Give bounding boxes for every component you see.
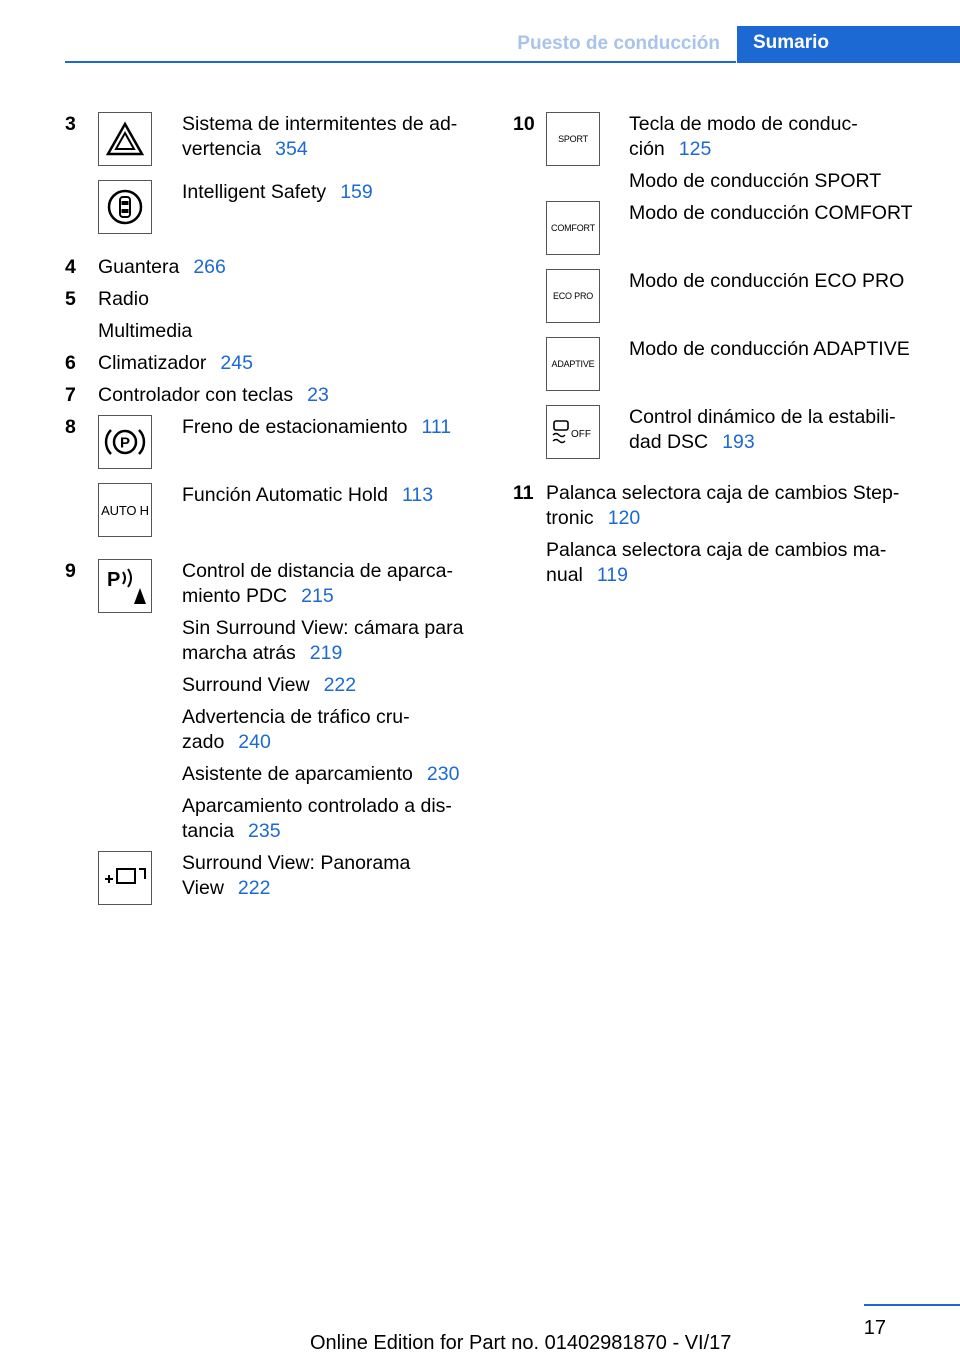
page-link[interactable]: 159 bbox=[340, 181, 373, 203]
item-description: Climatizador 245 bbox=[98, 352, 253, 374]
item-description: Tecla de modo de conduc- ción 125 Modo de conducción SPORT bbox=[629, 113, 882, 192]
header-section-title: Puesto de conducción bbox=[517, 33, 720, 54]
item-description: Control dinámico de la estabili- dad DSC 193 bbox=[629, 406, 896, 453]
header-tab-sumario[interactable]: Sumario bbox=[737, 26, 960, 63]
page-link[interactable]: 230 bbox=[426, 763, 460, 785]
item-description: Control de distancia de aparca- miento PDC 215 Sin Surround View: cámara para marcha atrás 219 Surround View 222 Advertencia de tráfico cru- zado 240 Asistente de aparcamiento 230 Aparcamiento controlado a dis- tancia 235 bbox=[182, 560, 464, 842]
footer-rule bbox=[864, 1304, 960, 1306]
item-number: 6 bbox=[65, 352, 76, 374]
item-description: Modo de conducción ECO PRO bbox=[629, 270, 905, 292]
item-number: 3 bbox=[65, 113, 76, 135]
page-link[interactable]: 222 bbox=[323, 674, 357, 696]
page-link[interactable]: 193 bbox=[722, 431, 755, 453]
sport-mode-icon: SPORT bbox=[546, 112, 600, 166]
page-link[interactable]: 240 bbox=[238, 731, 271, 753]
page-link[interactable]: 245 bbox=[220, 352, 253, 374]
item-description: Función Automatic Hold 113 bbox=[182, 484, 434, 506]
page-link[interactable]: 354 bbox=[275, 138, 308, 160]
page-link[interactable]: 113 bbox=[401, 484, 434, 506]
item-description: Intelligent Safety 159 bbox=[182, 181, 373, 203]
page-number: 17 bbox=[863, 1317, 886, 1339]
page-link[interactable]: 235 bbox=[248, 820, 281, 842]
item-description: Modo de conducción ADAPTIVE bbox=[629, 338, 910, 360]
item-number: 11 bbox=[513, 482, 534, 504]
edition-note: Online Edition for Part no. 01402981870 - VI/17 bbox=[310, 1332, 732, 1354]
page-link[interactable]: 111 bbox=[421, 416, 452, 438]
adaptive-mode-icon: ADAPTIVE bbox=[546, 337, 600, 391]
item-description: Modo de conducción COMFORT bbox=[629, 202, 913, 224]
page-link[interactable]: 119 bbox=[596, 564, 628, 586]
item-number: 5 bbox=[65, 288, 76, 310]
item-number: 7 bbox=[65, 384, 76, 406]
item-number: 4 bbox=[65, 256, 76, 278]
intelligent-safety-icon bbox=[98, 180, 152, 234]
svg-text:P: P bbox=[107, 569, 121, 591]
item-description: Radio Multimedia bbox=[98, 288, 193, 342]
item-description: Guantera 266 bbox=[98, 256, 226, 278]
comfort-mode-icon: COMFORT bbox=[546, 201, 600, 255]
park-distance-control-icon bbox=[98, 559, 152, 613]
page-link[interactable]: 120 bbox=[607, 507, 641, 529]
hazard-warning-icon bbox=[98, 112, 152, 166]
page-link[interactable]: 266 bbox=[193, 256, 226, 278]
svg-text:P: P bbox=[119, 434, 131, 452]
item-number: 9 bbox=[65, 560, 76, 582]
page-link[interactable]: 125 bbox=[678, 138, 712, 160]
item-number: 10 bbox=[513, 113, 535, 135]
parking-brake-icon bbox=[98, 415, 152, 469]
page-link[interactable]: 219 bbox=[309, 642, 343, 664]
page-link[interactable]: 215 bbox=[301, 585, 334, 607]
item-description: Freno de estacionamiento 111 bbox=[182, 416, 452, 438]
item-description: Controlador con teclas 23 bbox=[98, 384, 329, 406]
svg-text:OFF: OFF bbox=[571, 429, 591, 440]
surround-view-panorama-icon bbox=[98, 851, 152, 905]
item-description: Palanca selectora caja de cambios Step- tronic 120 Palanca selectora caja de cambios ma- nual 119 bbox=[546, 482, 900, 586]
item-description: Surround View: Panorama View 222 bbox=[182, 852, 411, 899]
page-link[interactable]: 222 bbox=[237, 877, 271, 899]
item-number: 8 bbox=[65, 416, 76, 438]
eco-pro-mode-icon: ECO PRO bbox=[546, 269, 600, 323]
dsc-off-icon bbox=[546, 405, 600, 459]
item-description: Sistema de intermitentes de ad- vertencia 354 bbox=[182, 113, 458, 160]
auto-hold-icon: AUTO H bbox=[98, 483, 152, 537]
page-link[interactable]: 23 bbox=[307, 384, 329, 406]
